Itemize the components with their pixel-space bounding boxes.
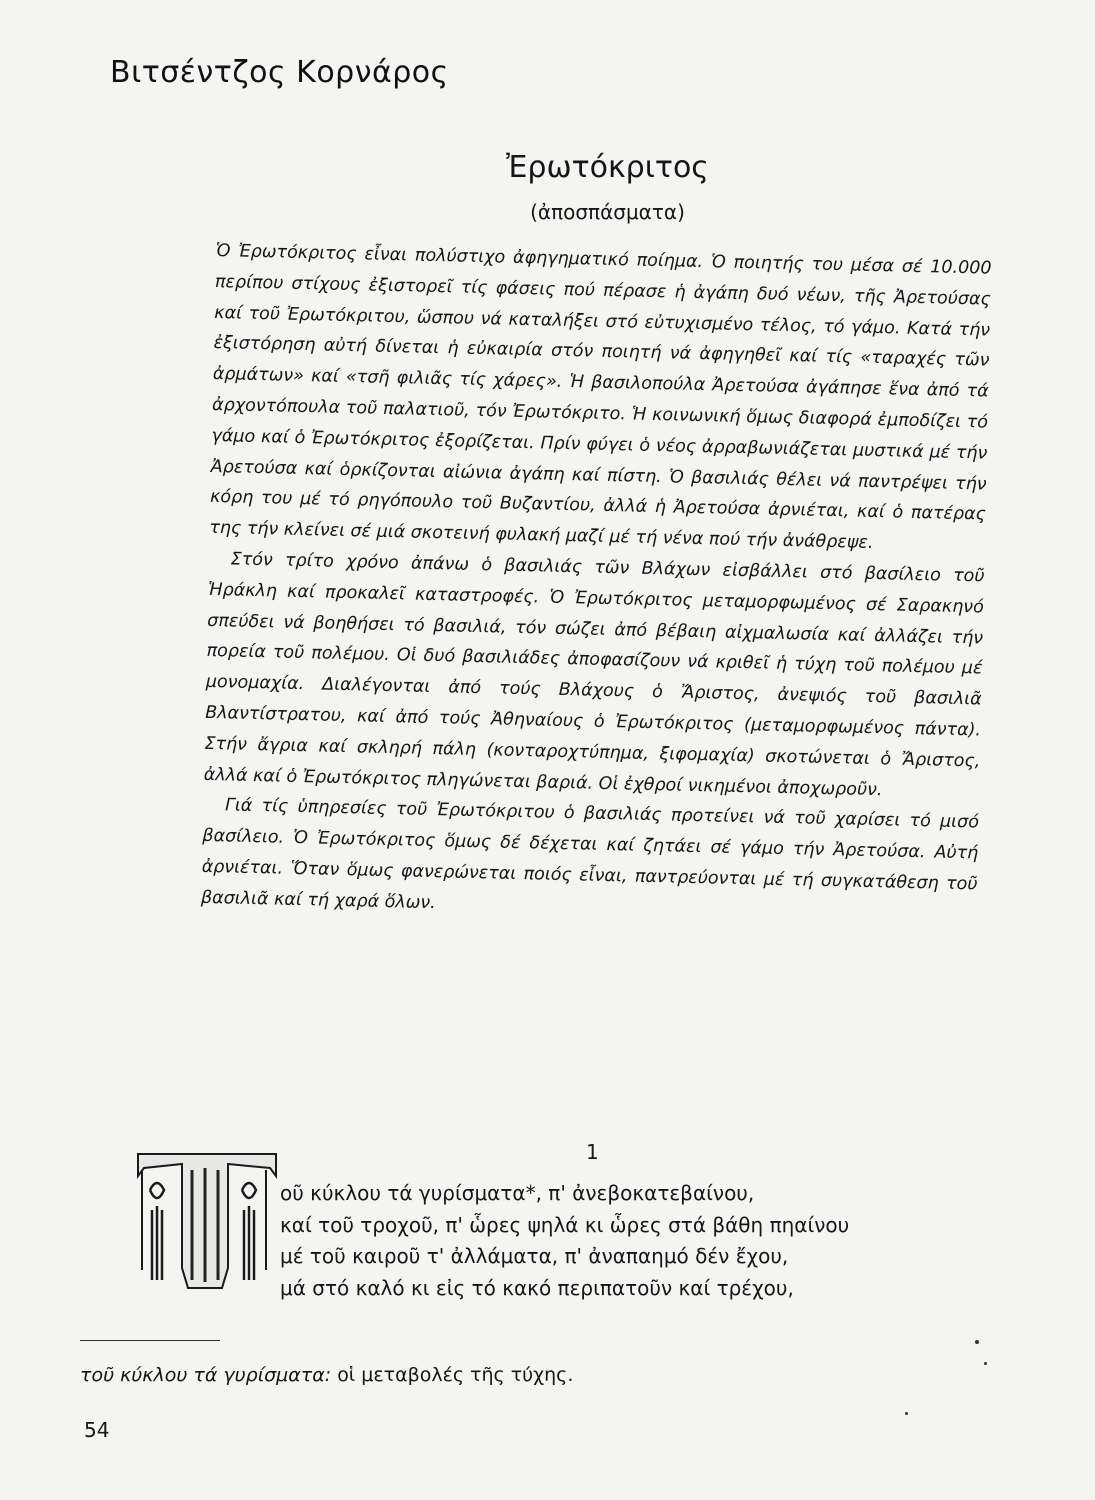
- author-name: Βιτσέντζος Κορνάρος: [110, 55, 449, 90]
- poem-line: μά στό καλό κι εἰς τό κακό περιπατοῦν καί τρέχου,: [280, 1275, 794, 1300]
- footnote: [80, 1364, 573, 1386]
- introduction-text: [201, 236, 992, 931]
- intro-paragraph: Ὁ Ἐρωτόκριτος εἶναι πολύστιχο ἀφηγηματικό ποίημα. Ὁ ποιητής του μέσα σέ 10.000 περίπου στίχους ἐξιστορεῖ τίς φάσεις πού πέρασε ἡ ἀγάπη δυό νέων, τῆς Ἀρετούσας καί τοῦ Ἐρωτόκριτου, ὥσπου νά καταλήξει στό εὐτυχισμένο τέλος, τό γάμο. Κατά τήν ἐξιστόρηση αὐτή δίνεται ἡ εὐκαιρία στόν ποιητή νά ἀφηγηθεῖ καί τίς «ταραχές τῶν ἀρμάτων» καί «τσῆ φιλιᾶς τίς χάρες». Ἡ βασιλοπούλα Ἀρετούσα ἀγάπησε ἕνα ἀπό τά ἀρχοντόπουλα τοῦ παλατιοῦ, τόν Ἐρωτόκριτο. Ἡ κοινωνική ὅμως διαφορά ἐμποδίζει τό γάμο καί ὁ Ἐρωτόκριτος ἐξορίζεται. Πρίν φύγει ὁ νέος ἀρραβωνιάζεται μυστικά μέ τήν Ἀρετούσα καί ὁρκίζονται αἰώνια ἀγάπη καί πίστη. Ὁ βασιλιάς θέλει νά παντρέψει τήν κόρη του μέ τό ρηγόπουλο τοῦ Βυζαντίου, ἀλλά ἡ Ἀρετούσα ἀρνιέται, καί ὁ πατέρας της τήν κλείνει σέ μιά σκοτεινή φυλακή μαζί μέ τή νένα πού τήν ἀνάθρεψε.: [209, 240, 992, 554]
- intro-paragraph: Στόν τρίτο χρόνο ἀπάνω ὁ βασιλιάς τῶν Βλάχων εἰσβάλλει στό βασίλειο τοῦ Ἡράκλη καί προκαλεῖ καταστροφές. Ὁ Ἐρωτόκριτος μεταμορφωμένος σέ Σαρακηνό σπεύδει νά βοηθήσει τό βασιλιά, τόν σώζει ἀπό βέβαιη αἰχμαλωσία καί ἀλλάζει τήν πορεία τοῦ πολέμου. Οἱ δυό βασιλιάδες ἀποφασίζουν νά κριθεῖ ἡ τύχη τοῦ πολέμου μέ μονομαχία. Διαλέγονται ἀπό τούς Βλάχους ὁ Ἄριστος, ἀνεψιός τοῦ βασιλιᾶ Βλαντίστρατου, καί ἀπό τούς Ἀθηναίους ὁ Ἐρωτόκριτος (μεταμορφωμένος πάντα). Στήν ἄγρια καί σκληρή πάλη (κονταροχτύπημα, ξιφομαχία) σκοτώνεται ὁ Ἄριστος, ἀλλά καί ὁ Ἐρωτόκριτος πληγώνεται βαριά. Οἱ ἐχθροί νικημένοι ἀποχωροῦν.: [203, 549, 985, 800]
- poem-line: καί τοῦ τροχοῦ, π' ὧρες ψηλά κι ὧρες στά βάθη πηαίνου: [280, 1212, 850, 1237]
- poem-title: Ἐρωτόκριτος: [506, 150, 709, 185]
- footnote-definition: οἱ μεταβολές τῆς τύχης.: [337, 1364, 574, 1386]
- poem-section-number: 1: [586, 1140, 599, 1164]
- ink-speck: [984, 1362, 987, 1365]
- poem-line: μέ τοῦ καιροῦ τ' ἀλλάματα, π' ἀναπαημό δέν ἔχου,: [280, 1244, 789, 1268]
- ornamental-dropcap: [130, 1150, 280, 1290]
- poem-subtitle: (ἀποσπάσματα): [530, 200, 685, 224]
- page-number: 54: [84, 1418, 110, 1442]
- poem-verses: [280, 1178, 980, 1304]
- footnote-divider: [80, 1340, 220, 1341]
- ink-speck: [905, 1412, 908, 1415]
- poem-line: οῦ κύκλου τά γυρίσματα*, π' ἀνεβοκατεβαίνου,: [280, 1181, 755, 1205]
- footnote-term: τοῦ κύκλου τά γυρίσματα:: [80, 1364, 332, 1386]
- ink-speck: [975, 1340, 979, 1344]
- intro-paragraph: Γιά τίς ὑπηρεσίες τοῦ Ἐρωτόκριτου ὁ βασιλιάς προτείνει νά τοῦ χαρίσει τό μισό βασίλειο. Ὁ Ἐρωτόκριτος ὅμως δέ δέχεται καί ζητάει σέ γάμο τήν Ἀρετούσα. Αὐτή ἀρνιέται. Ὅταν ὅμως φανερώνεται ποιός εἶναι, παντρεύονται μέ τή συγκατάθεση τοῦ βασιλιᾶ καί τή χαρά ὅλων.: [200, 795, 980, 913]
